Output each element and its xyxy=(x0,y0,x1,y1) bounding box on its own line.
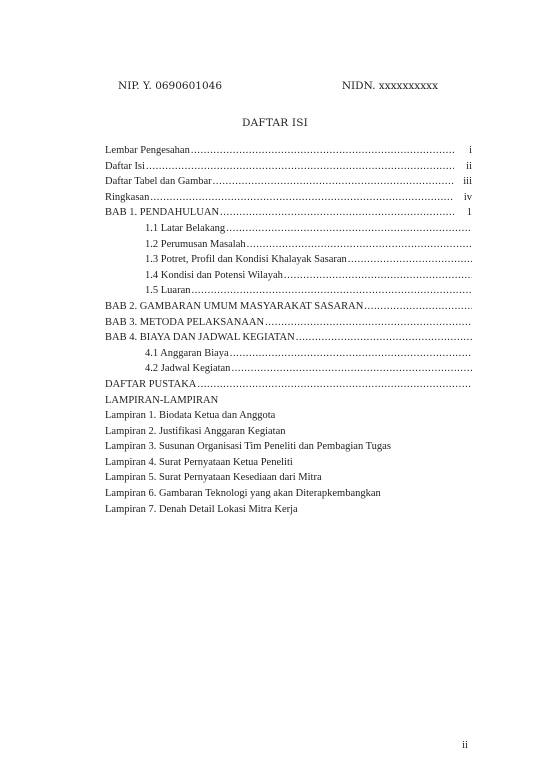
toc-entry-page: iii xyxy=(463,176,472,188)
toc-entry-page: ii xyxy=(466,160,472,172)
toc-entry-label: 4.1 Anggaran Biaya xyxy=(145,347,229,359)
toc-entry-4-1 xyxy=(105,346,472,362)
appendix-item: Lampiran 2. Justifikasi Anggaran Kegiatan xyxy=(105,425,286,437)
toc-leader-dots xyxy=(197,377,472,393)
toc-leader-dots xyxy=(364,299,472,315)
toc-leader-dots xyxy=(247,237,472,253)
toc-entry-label: Lembar Pengesahan xyxy=(105,145,190,156)
toc-entry-label: BAB 1. PENDAHULUAN xyxy=(105,207,220,219)
appendix-item: Lampiran 6. Gambaran Teknologi yang akan Diterapkembangkan xyxy=(105,488,381,500)
page-number: ii xyxy=(462,740,468,751)
appendix-item: Lampiran 4. Surat Pernyataan Ketua Peneliti xyxy=(105,456,293,468)
toc-entry-label: Daftar Tabel dan Gambar xyxy=(105,176,212,188)
toc-leader-dots xyxy=(296,330,472,346)
appendix-item: Lampiran 1. Biodata Ketua dan Anggota xyxy=(105,410,276,422)
toc-leader-dots xyxy=(226,221,472,237)
toc-entry-bab-2 xyxy=(105,299,472,315)
toc-entry-label: BAB 2. GAMBARAN UMUM MASYARAKAT SASARAN xyxy=(105,300,364,312)
toc-entry-bab-3 xyxy=(105,315,472,331)
toc-entry-label: 1.1 Latar Belakang xyxy=(145,222,226,234)
toc-leader-dots xyxy=(348,252,472,268)
toc-leader-dots xyxy=(220,205,454,221)
toc-entry-label: Ringkasan xyxy=(105,191,150,203)
toc-entry-4-2 xyxy=(105,361,472,377)
toc-entry-lembar-pengesahan xyxy=(105,143,472,159)
toc-leader-dots xyxy=(146,159,454,175)
page-title: DAFTAR ISI xyxy=(241,117,309,129)
toc-entry-label: 1.3 Potret, Profil dan Kondisi Khalayak Sasaran xyxy=(145,254,347,266)
appendix-item: Lampiran 3. Susunan Organisasi Tim Peneliti dan Pembagian Tugas xyxy=(105,441,391,453)
toc-entry-label: DAFTAR PUSTAKA xyxy=(105,378,197,390)
toc-leader-dots xyxy=(150,190,454,206)
toc-entry-label: BAB 4. BIAYA DAN JADWAL KEGIATAN xyxy=(105,332,295,344)
toc-entry-page: iv xyxy=(463,191,472,203)
toc-leader-dots xyxy=(231,361,472,377)
toc-entry-daftar-tabel xyxy=(105,174,472,190)
toc-entry-label: 4.2 Jadwal Kegiatan xyxy=(145,363,231,375)
nip-text: NIP. Y. 0690601046 xyxy=(118,80,223,92)
table-of-contents xyxy=(105,143,472,517)
toc-entry-1-5 xyxy=(105,283,472,299)
toc-entry-page: 1 xyxy=(466,207,472,219)
toc-entry-ringkasan xyxy=(105,190,472,206)
toc-entry-1-2 xyxy=(105,237,472,253)
toc-leader-dots xyxy=(191,143,454,159)
toc-entry-label: 1.5 Luaran xyxy=(145,285,191,297)
toc-entry-label: Daftar Isi xyxy=(105,160,145,172)
toc-entry-daftar-isi xyxy=(105,159,472,175)
toc-entry-page: i xyxy=(469,145,472,156)
nidn-text: NIDN. xxxxxxxxxx xyxy=(341,80,438,92)
toc-leader-dots xyxy=(284,268,472,284)
appendix-item: Lampiran 7. Denah Detail Lokasi Mitra Kerja xyxy=(105,503,298,515)
toc-entry-1-1 xyxy=(105,221,472,237)
toc-entry-label: 1.4 Kondisi dan Potensi Wilayah xyxy=(145,269,283,281)
toc-entry-1-3 xyxy=(105,252,472,268)
toc-leader-dots xyxy=(230,346,472,362)
toc-leader-dots xyxy=(265,315,472,331)
toc-leader-dots xyxy=(213,174,454,190)
toc-entry-label: BAB 3. METODA PELAKSANAAN xyxy=(105,316,265,328)
toc-entry-bab-4 xyxy=(105,330,472,346)
toc-entry-1-4 xyxy=(105,268,472,284)
appendix-heading: LAMPIRAN-LAMPIRAN xyxy=(105,394,219,406)
toc-leader-dots xyxy=(191,283,472,299)
toc-entry-bab-1 xyxy=(105,205,472,221)
toc-entry-daftar-pustaka xyxy=(105,377,472,393)
appendix-item: Lampiran 5. Surat Pernyataan Kesediaan dari Mitra xyxy=(105,472,322,484)
toc-entry-label: 1.2 Perumusan Masalah xyxy=(145,238,246,250)
signature-ids xyxy=(118,80,438,92)
